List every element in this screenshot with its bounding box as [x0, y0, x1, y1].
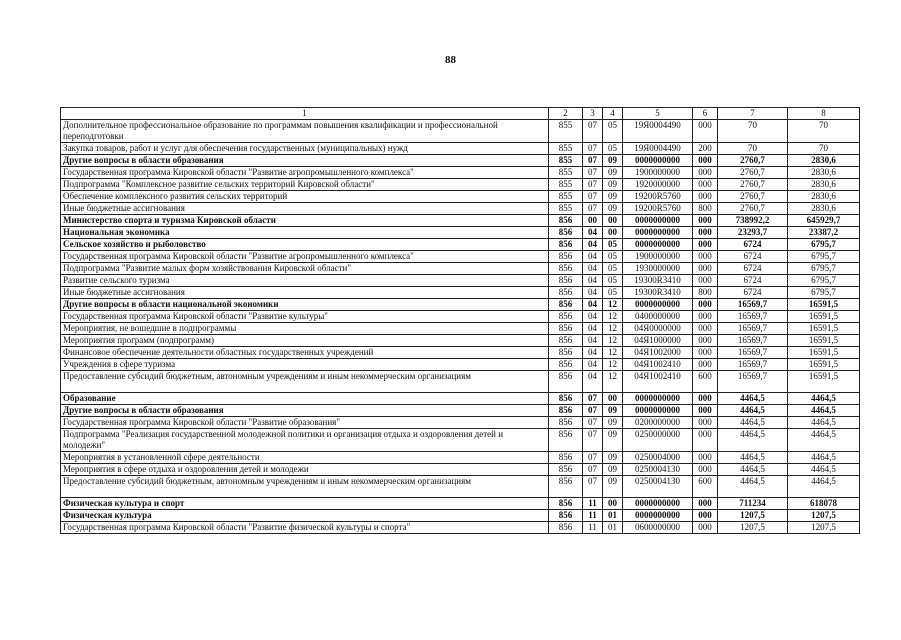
- amount-1-cell: 4464,5: [718, 405, 788, 417]
- name-cell: Государственная программа Кировской области "Развитие агропромышленного комплекса": [61, 166, 549, 178]
- amount-2-cell: 4464,5: [788, 417, 860, 429]
- ministry-code-cell: 855: [549, 190, 583, 202]
- section-code-cell: 04: [583, 250, 603, 262]
- subsection-code-cell: 09: [603, 417, 623, 429]
- amount-2-cell: 16591,5: [788, 298, 860, 310]
- expense-type-cell: 000: [693, 510, 718, 522]
- subsection-code-cell: 09: [603, 463, 623, 475]
- amount-2-cell: 16591,5: [788, 310, 860, 322]
- target-code-cell: 19Я0004490: [623, 120, 693, 143]
- expense-type-cell: 000: [693, 274, 718, 286]
- ministry-code-cell: 856: [549, 429, 583, 452]
- subsection-code-cell: 05: [603, 238, 623, 250]
- expense-type-cell: 800: [693, 286, 718, 298]
- ministry-code-cell: 856: [549, 334, 583, 346]
- subsection-code-cell: 00: [603, 226, 623, 238]
- target-code-cell: 1930000000: [623, 262, 693, 274]
- expense-type-cell: 000: [693, 214, 718, 226]
- section-code-cell: 04: [583, 286, 603, 298]
- target-code-cell: 0400000000: [623, 310, 693, 322]
- section-code-cell: 07: [583, 405, 603, 417]
- amount-2-cell: 6795,7: [788, 238, 860, 250]
- amount-2-cell: 16591,5: [788, 370, 860, 393]
- name-cell: Министерство спорта и туризма Кировской области: [61, 214, 549, 226]
- ministry-code-cell: 856: [549, 451, 583, 463]
- amount-1-cell: 4464,5: [718, 429, 788, 452]
- expense-type-cell: 000: [693, 429, 718, 452]
- subsection-code-cell: 05: [603, 274, 623, 286]
- name-cell: Другие вопросы в области образования: [61, 154, 549, 166]
- target-code-cell: 19200R5760: [623, 202, 693, 214]
- table-row: [61, 250, 860, 262]
- section-code-cell: 04: [583, 334, 603, 346]
- amount-2-cell: 4464,5: [788, 393, 860, 405]
- table-row: [61, 522, 860, 534]
- amount-2-cell: 2830,6: [788, 190, 860, 202]
- name-cell: Государственная программа Кировской области "Развитие культуры": [61, 310, 549, 322]
- header-cell-expense-type: 6: [693, 108, 718, 120]
- ministry-code-cell: 856: [549, 475, 583, 498]
- target-code-cell: 04Я1002000: [623, 346, 693, 358]
- ministry-code-cell: 856: [549, 417, 583, 429]
- table-row: [61, 510, 860, 522]
- ministry-code-cell: 855: [549, 120, 583, 143]
- table-row: [61, 393, 860, 405]
- amount-1-cell: 16569,7: [718, 346, 788, 358]
- table-row: [61, 202, 860, 214]
- header-cell-amount-2: 8: [788, 108, 860, 120]
- section-code-cell: 07: [583, 178, 603, 190]
- target-code-cell: 0000000000: [623, 154, 693, 166]
- expense-type-cell: 000: [693, 498, 718, 510]
- amount-2-cell: 4464,5: [788, 429, 860, 452]
- amount-2-cell: 645929,7: [788, 214, 860, 226]
- table-row: [61, 463, 860, 475]
- expense-type-cell: 000: [693, 405, 718, 417]
- section-code-cell: 04: [583, 358, 603, 370]
- ministry-code-cell: 856: [549, 346, 583, 358]
- name-cell: Подпрограмма "Развитие малых форм хозяйствования Кировской области": [61, 262, 549, 274]
- amount-2-cell: 16591,5: [788, 346, 860, 358]
- ministry-code-cell: 855: [549, 178, 583, 190]
- name-cell: Физическая культура: [61, 510, 549, 522]
- header-cell-subsection: 4: [603, 108, 623, 120]
- table-row: [61, 358, 860, 370]
- expense-type-cell: 000: [693, 250, 718, 262]
- amount-1-cell: 16569,7: [718, 334, 788, 346]
- section-code-cell: 04: [583, 238, 603, 250]
- header-cell-amount-1: 7: [718, 108, 788, 120]
- ministry-code-cell: 856: [549, 214, 583, 226]
- section-code-cell: 04: [583, 274, 603, 286]
- header-cell-name: 1: [61, 108, 549, 120]
- section-code-cell: 07: [583, 393, 603, 405]
- expense-type-cell: 000: [693, 358, 718, 370]
- amount-2-cell: 6795,7: [788, 286, 860, 298]
- amount-1-cell: 1207,5: [718, 522, 788, 534]
- target-code-cell: 04Я1000000: [623, 334, 693, 346]
- amount-1-cell: 16569,7: [718, 310, 788, 322]
- amount-1-cell: 4464,5: [718, 475, 788, 498]
- expense-type-cell: 000: [693, 190, 718, 202]
- table-row: [61, 405, 860, 417]
- amount-1-cell: 70: [718, 120, 788, 143]
- target-code-cell: 0250000000: [623, 429, 693, 452]
- expense-type-cell: 000: [693, 522, 718, 534]
- target-code-cell: 0000000000: [623, 214, 693, 226]
- name-cell: Государственная программа Кировской области "Развитие агропромышленного комплекса": [61, 250, 549, 262]
- target-code-cell: 0000000000: [623, 510, 693, 522]
- name-cell: Финансовое обеспечение деятельности областных государственных учреждений: [61, 346, 549, 358]
- target-code-cell: 0250004130: [623, 475, 693, 498]
- amount-1-cell: 4464,5: [718, 463, 788, 475]
- section-code-cell: 04: [583, 226, 603, 238]
- amount-1-cell: 16569,7: [718, 370, 788, 393]
- ministry-code-cell: 855: [549, 154, 583, 166]
- header-cell-target: 5: [623, 108, 693, 120]
- amount-1-cell: 6724: [718, 286, 788, 298]
- amount-2-cell: 1207,5: [788, 522, 860, 534]
- amount-1-cell: 2760,7: [718, 166, 788, 178]
- amount-2-cell: 16591,5: [788, 334, 860, 346]
- name-cell: Подпрограмма "Реализация государственной молодежной политики и организация отдыха и оздоровления детей и молодежи": [61, 429, 549, 452]
- section-code-cell: 11: [583, 510, 603, 522]
- ministry-code-cell: 856: [549, 226, 583, 238]
- expense-type-cell: 800: [693, 202, 718, 214]
- amount-1-cell: 70: [718, 142, 788, 154]
- table-row: [61, 498, 860, 510]
- table-row: [61, 417, 860, 429]
- section-code-cell: 04: [583, 298, 603, 310]
- section-code-cell: 04: [583, 370, 603, 393]
- target-code-cell: 1900000000: [623, 166, 693, 178]
- table-row: [61, 298, 860, 310]
- ministry-code-cell: 856: [549, 510, 583, 522]
- ministry-code-cell: 856: [549, 238, 583, 250]
- subsection-code-cell: 09: [603, 178, 623, 190]
- subsection-code-cell: 12: [603, 346, 623, 358]
- name-cell: Государственная программа Кировской области "Развитие физической культуры и спорта": [61, 522, 549, 534]
- amount-1-cell: 6724: [718, 262, 788, 274]
- target-code-cell: 04Я1002410: [623, 358, 693, 370]
- ministry-code-cell: 856: [549, 274, 583, 286]
- ministry-code-cell: 856: [549, 310, 583, 322]
- target-code-cell: 0250004000: [623, 451, 693, 463]
- table-row: [61, 238, 860, 250]
- target-code-cell: 0250004130: [623, 463, 693, 475]
- amount-1-cell: 16569,7: [718, 358, 788, 370]
- ministry-code-cell: 856: [549, 498, 583, 510]
- name-cell: Обеспечение комплексного развития сельских территорий: [61, 190, 549, 202]
- section-code-cell: 04: [583, 322, 603, 334]
- amount-1-cell: 711234: [718, 498, 788, 510]
- amount-2-cell: 23387,2: [788, 226, 860, 238]
- name-cell: Мероприятия, не вошедшие в подпрограммы: [61, 322, 549, 334]
- ministry-code-cell: 856: [549, 286, 583, 298]
- section-code-cell: 07: [583, 120, 603, 143]
- target-code-cell: 0600000000: [623, 522, 693, 534]
- expense-type-cell: 000: [693, 178, 718, 190]
- name-cell: Мероприятия в сфере отдыха и оздоровления детей и молодежи: [61, 463, 549, 475]
- subsection-code-cell: 09: [603, 429, 623, 452]
- expense-type-cell: 000: [693, 238, 718, 250]
- name-cell: Другие вопросы в области образования: [61, 405, 549, 417]
- name-cell: Физическая культура и спорт: [61, 498, 549, 510]
- name-cell: Предоставление субсидий бюджетным, автономным учреждениям и иным некоммерческим организациям: [61, 475, 549, 498]
- target-code-cell: 04Я1002410: [623, 370, 693, 393]
- amount-2-cell: 16591,5: [788, 322, 860, 334]
- section-code-cell: 04: [583, 262, 603, 274]
- amount-1-cell: 738992,2: [718, 214, 788, 226]
- table-row: [61, 334, 860, 346]
- table-row: [61, 226, 860, 238]
- subsection-code-cell: 12: [603, 310, 623, 322]
- ministry-code-cell: 856: [549, 298, 583, 310]
- expense-type-cell: 200: [693, 142, 718, 154]
- target-code-cell: 0000000000: [623, 498, 693, 510]
- subsection-code-cell: 00: [603, 214, 623, 226]
- expense-type-cell: 000: [693, 166, 718, 178]
- ministry-code-cell: 856: [549, 405, 583, 417]
- target-code-cell: 0000000000: [623, 298, 693, 310]
- subsection-code-cell: 05: [603, 250, 623, 262]
- amount-2-cell: 2830,6: [788, 178, 860, 190]
- amount-2-cell: 4464,5: [788, 405, 860, 417]
- expense-type-cell: 000: [693, 226, 718, 238]
- budget-table: [60, 107, 860, 534]
- name-cell: Учреждения в сфере туризма: [61, 358, 549, 370]
- subsection-code-cell: 12: [603, 322, 623, 334]
- amount-1-cell: 2760,7: [718, 178, 788, 190]
- table-row: [61, 475, 860, 498]
- amount-1-cell: 6724: [718, 274, 788, 286]
- amount-1-cell: 2760,7: [718, 202, 788, 214]
- table-row: [61, 142, 860, 154]
- subsection-code-cell: 09: [603, 154, 623, 166]
- ministry-code-cell: 855: [549, 202, 583, 214]
- name-cell: Подпрограмма "Комплексное развитие сельских территорий Кировской области": [61, 178, 549, 190]
- target-code-cell: 0200000000: [623, 417, 693, 429]
- subsection-code-cell: 09: [603, 202, 623, 214]
- name-cell: Развитие сельского туризма: [61, 274, 549, 286]
- table-row: [61, 190, 860, 202]
- expense-type-cell: 600: [693, 370, 718, 393]
- table-row: [61, 451, 860, 463]
- table-row: [61, 322, 860, 334]
- subsection-code-cell: 09: [603, 475, 623, 498]
- section-code-cell: 11: [583, 522, 603, 534]
- section-code-cell: 07: [583, 166, 603, 178]
- section-code-cell: 00: [583, 214, 603, 226]
- ministry-code-cell: 856: [549, 370, 583, 393]
- amount-2-cell: 4464,5: [788, 451, 860, 463]
- amount-2-cell: 70: [788, 142, 860, 154]
- header-row: [61, 108, 860, 120]
- section-code-cell: 07: [583, 154, 603, 166]
- target-code-cell: 19300R3410: [623, 274, 693, 286]
- ministry-code-cell: 856: [549, 358, 583, 370]
- table-row: [61, 120, 860, 143]
- subsection-code-cell: 12: [603, 334, 623, 346]
- target-code-cell: 19300R3410: [623, 286, 693, 298]
- target-code-cell: 0000000000: [623, 405, 693, 417]
- subsection-code-cell: 05: [603, 120, 623, 143]
- expense-type-cell: 000: [693, 322, 718, 334]
- expense-type-cell: 000: [693, 298, 718, 310]
- section-code-cell: 11: [583, 498, 603, 510]
- amount-1-cell: 6724: [718, 238, 788, 250]
- name-cell: Сельское хозяйство и рыболовство: [61, 238, 549, 250]
- table-row: [61, 214, 860, 226]
- table-row: [61, 370, 860, 393]
- target-code-cell: 19Я0004490: [623, 142, 693, 154]
- amount-1-cell: 16569,7: [718, 322, 788, 334]
- target-code-cell: 0000000000: [623, 393, 693, 405]
- target-code-cell: 04Я0000000: [623, 322, 693, 334]
- amount-2-cell: 2830,6: [788, 154, 860, 166]
- target-code-cell: 19200R5760: [623, 190, 693, 202]
- subsection-code-cell: 00: [603, 498, 623, 510]
- table-row: [61, 274, 860, 286]
- subsection-code-cell: 09: [603, 405, 623, 417]
- subsection-code-cell: 09: [603, 451, 623, 463]
- amount-2-cell: 6795,7: [788, 250, 860, 262]
- amount-2-cell: 16591,5: [788, 358, 860, 370]
- name-cell: Мероприятия программ (подпрограмм): [61, 334, 549, 346]
- subsection-code-cell: 05: [603, 262, 623, 274]
- amount-1-cell: 23293,7: [718, 226, 788, 238]
- target-code-cell: 0000000000: [623, 226, 693, 238]
- section-code-cell: 07: [583, 463, 603, 475]
- table-row: [61, 429, 860, 452]
- amount-2-cell: 4464,5: [788, 475, 860, 498]
- section-code-cell: 07: [583, 190, 603, 202]
- expense-type-cell: 000: [693, 346, 718, 358]
- subsection-code-cell: 00: [603, 393, 623, 405]
- section-code-cell: 04: [583, 346, 603, 358]
- header-cell-ministry: 2: [549, 108, 583, 120]
- subsection-code-cell: 09: [603, 166, 623, 178]
- amount-1-cell: 6724: [718, 250, 788, 262]
- expense-type-cell: 000: [693, 120, 718, 143]
- table-row: [61, 178, 860, 190]
- name-cell: Предоставление субсидий бюджетным, автономным учреждениям и иным некоммерческим организациям: [61, 370, 549, 393]
- section-code-cell: 07: [583, 202, 603, 214]
- subsection-code-cell: 09: [603, 190, 623, 202]
- amount-2-cell: 1207,5: [788, 510, 860, 522]
- expense-type-cell: 000: [693, 417, 718, 429]
- name-cell: Мероприятия в установленной сфере деятельности: [61, 451, 549, 463]
- subsection-code-cell: 01: [603, 510, 623, 522]
- expense-type-cell: 000: [693, 463, 718, 475]
- subsection-code-cell: 12: [603, 298, 623, 310]
- ministry-code-cell: 856: [549, 522, 583, 534]
- amount-2-cell: 70: [788, 120, 860, 143]
- target-code-cell: 1920000000: [623, 178, 693, 190]
- ministry-code-cell: 855: [549, 166, 583, 178]
- amount-2-cell: 6795,7: [788, 262, 860, 274]
- amount-2-cell: 2830,6: [788, 166, 860, 178]
- section-code-cell: 07: [583, 475, 603, 498]
- amount-1-cell: 2760,7: [718, 190, 788, 202]
- section-code-cell: 04: [583, 310, 603, 322]
- amount-2-cell: 6795,7: [788, 274, 860, 286]
- amount-1-cell: 1207,5: [718, 510, 788, 522]
- header-cell-section: 3: [583, 108, 603, 120]
- expense-type-cell: 000: [693, 310, 718, 322]
- ministry-code-cell: 855: [549, 142, 583, 154]
- amount-1-cell: 2760,7: [718, 154, 788, 166]
- section-code-cell: 07: [583, 451, 603, 463]
- expense-type-cell: 000: [693, 393, 718, 405]
- name-cell: Закупка товаров, работ и услуг для обеспечения государственных (муниципальных) нужд: [61, 142, 549, 154]
- amount-2-cell: 618078: [788, 498, 860, 510]
- subsection-code-cell: 12: [603, 370, 623, 393]
- target-code-cell: 0000000000: [623, 238, 693, 250]
- expense-type-cell: 600: [693, 475, 718, 498]
- subsection-code-cell: 05: [603, 142, 623, 154]
- name-cell: Иные бюджетные ассигнования: [61, 202, 549, 214]
- name-cell: Образование: [61, 393, 549, 405]
- subsection-code-cell: 12: [603, 358, 623, 370]
- expense-type-cell: 000: [693, 154, 718, 166]
- section-code-cell: 07: [583, 429, 603, 452]
- name-cell: Национальная экономика: [61, 226, 549, 238]
- ministry-code-cell: 856: [549, 393, 583, 405]
- name-cell: Государственная программа Кировской области "Развитие образования": [61, 417, 549, 429]
- table-row: [61, 262, 860, 274]
- table-row: [61, 346, 860, 358]
- table-row: [61, 154, 860, 166]
- ministry-code-cell: 856: [549, 463, 583, 475]
- ministry-code-cell: 856: [549, 250, 583, 262]
- expense-type-cell: 000: [693, 334, 718, 346]
- amount-1-cell: 4464,5: [718, 451, 788, 463]
- amount-2-cell: 4464,5: [788, 463, 860, 475]
- expense-type-cell: 000: [693, 451, 718, 463]
- name-cell: Иные бюджетные ассигнования: [61, 286, 549, 298]
- expense-type-cell: 000: [693, 262, 718, 274]
- amount-1-cell: 4464,5: [718, 417, 788, 429]
- section-code-cell: 07: [583, 417, 603, 429]
- subsection-code-cell: 05: [603, 286, 623, 298]
- amount-1-cell: 4464,5: [718, 393, 788, 405]
- name-cell: Другие вопросы в области национальной экономики: [61, 298, 549, 310]
- subsection-code-cell: 01: [603, 522, 623, 534]
- table-row: [61, 166, 860, 178]
- ministry-code-cell: 856: [549, 322, 583, 334]
- section-code-cell: 07: [583, 142, 603, 154]
- table-row: [61, 310, 860, 322]
- name-cell: Дополнительное профессиональное образование по программам повышения квалификации и профессиональной переподготовки: [61, 120, 549, 143]
- amount-1-cell: 16569,7: [718, 298, 788, 310]
- page-number: 88: [445, 54, 456, 66]
- target-code-cell: 1900000000: [623, 250, 693, 262]
- amount-2-cell: 2830,6: [788, 202, 860, 214]
- table-row: [61, 286, 860, 298]
- ministry-code-cell: 856: [549, 262, 583, 274]
